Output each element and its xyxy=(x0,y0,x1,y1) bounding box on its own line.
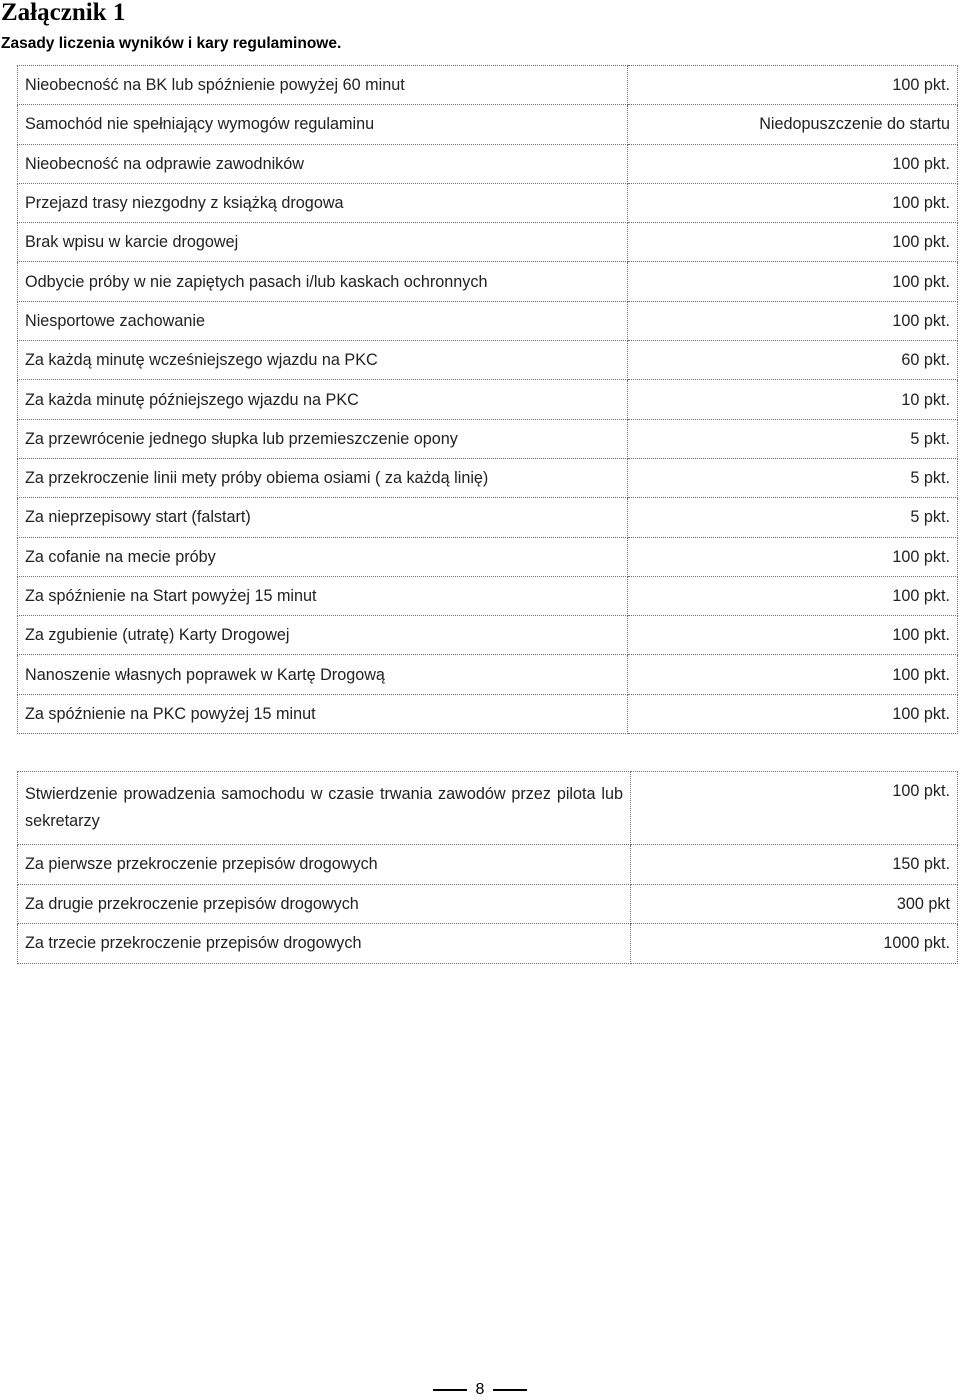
page-title: Załącznik 1 xyxy=(1,0,126,26)
table-row xyxy=(18,301,958,340)
penalty-value: 100 pkt. xyxy=(628,655,958,694)
table-row xyxy=(18,262,958,301)
table-row xyxy=(18,66,958,105)
traffic-violations-table xyxy=(17,771,958,964)
penalty-label: Za każda minutę późniejszego wjazdu na PKC xyxy=(18,380,628,419)
penalty-value: 1000 pkt. xyxy=(631,924,958,964)
penalty-label: Za każdą minutę wcześniejszego wjazdu na PKC xyxy=(18,341,628,380)
penalty-value: 5 pkt. xyxy=(628,458,958,497)
penalty-label: Za zgubienie (utratę) Karty Drogowej xyxy=(18,616,628,655)
penalty-value: 100 pkt. xyxy=(628,694,958,733)
page-number: 8 xyxy=(475,1381,485,1398)
penalty-value: 300 pkt xyxy=(631,884,958,924)
penalty-label: Samochód nie spełniający wymogów regulaminu xyxy=(18,105,628,144)
table-row xyxy=(18,458,958,497)
penalty-value: 60 pkt. xyxy=(628,341,958,380)
penalty-label: Nieobecność na odprawie zawodników xyxy=(18,144,628,183)
table-row xyxy=(18,183,958,222)
penalty-value: Niedopuszczenie do startu xyxy=(628,105,958,144)
penalty-label: Przejazd trasy niezgodny z książką drogowa xyxy=(18,183,628,222)
table-row xyxy=(18,380,958,419)
page-subtitle: Zasady liczenia wyników i kary regulaminowe. xyxy=(1,35,342,52)
table-row xyxy=(18,419,958,458)
penalty-label: Za przekroczenie linii mety próby obiema osiami ( za każdą linię) xyxy=(18,458,628,497)
penalty-value: 100 pkt. xyxy=(628,537,958,576)
table-row xyxy=(18,223,958,262)
penalty-label: Za przewrócenie jednego słupka lub przemieszczenie opony xyxy=(18,419,628,458)
penalty-value: 100 pkt. xyxy=(628,183,958,222)
penalty-value: 100 pkt. xyxy=(628,576,958,615)
penalty-label: Stwierdzenie prowadzenia samochodu w czasie trwania zawodów przez pilota lub sekretarzy xyxy=(18,772,631,845)
table-row xyxy=(18,537,958,576)
table-row xyxy=(18,884,958,924)
penalties-table xyxy=(17,65,958,734)
penalty-label: Za cofanie na mecie próby xyxy=(18,537,628,576)
penalty-value: 5 pkt. xyxy=(628,498,958,537)
penalty-label: Za spóźnienie na PKC powyżej 15 minut xyxy=(18,694,628,733)
penalty-value: 100 pkt. xyxy=(631,772,958,845)
penalty-label: Nieobecność na BK lub spóźnienie powyżej 60 minut xyxy=(18,66,628,105)
penalty-value: 100 pkt. xyxy=(628,301,958,340)
penalty-value: 10 pkt. xyxy=(628,380,958,419)
footer-dash-left xyxy=(433,1389,467,1391)
penalty-value: 100 pkt. xyxy=(628,223,958,262)
penalty-label: Za spóźnienie na Start powyżej 15 minut xyxy=(18,576,628,615)
table-row xyxy=(18,655,958,694)
penalty-value: 100 pkt. xyxy=(628,144,958,183)
table-row xyxy=(18,576,958,615)
page-footer xyxy=(0,1380,960,1400)
table-row xyxy=(18,105,958,144)
table-row xyxy=(18,616,958,655)
penalty-label: Brak wpisu w karcie drogowej xyxy=(18,223,628,262)
table-row xyxy=(18,845,958,885)
penalty-value: 100 pkt. xyxy=(628,262,958,301)
penalty-label: Nanoszenie własnych poprawek w Kartę Drogową xyxy=(18,655,628,694)
table-row xyxy=(18,144,958,183)
table-row xyxy=(18,924,958,964)
penalty-label: Za trzecie przekroczenie przepisów drogowych xyxy=(18,924,631,964)
table-row xyxy=(18,341,958,380)
penalty-label: Odbycie próby w nie zapiętych pasach i/lub kaskach ochronnych xyxy=(18,262,628,301)
penalty-label: Za drugie przekroczenie przepisów drogowych xyxy=(18,884,631,924)
penalty-value: 150 pkt. xyxy=(631,845,958,885)
table-row xyxy=(18,498,958,537)
penalty-value: 100 pkt. xyxy=(628,66,958,105)
penalty-value: 5 pkt. xyxy=(628,419,958,458)
penalty-label: Za pierwsze przekroczenie przepisów drogowych xyxy=(18,845,631,885)
penalty-label: Za nieprzepisowy start (falstart) xyxy=(18,498,628,537)
penalty-label: Niesportowe zachowanie xyxy=(18,301,628,340)
footer-dash-right xyxy=(493,1389,527,1391)
table-row xyxy=(18,772,958,845)
table-row xyxy=(18,694,958,733)
penalty-value: 100 pkt. xyxy=(628,616,958,655)
